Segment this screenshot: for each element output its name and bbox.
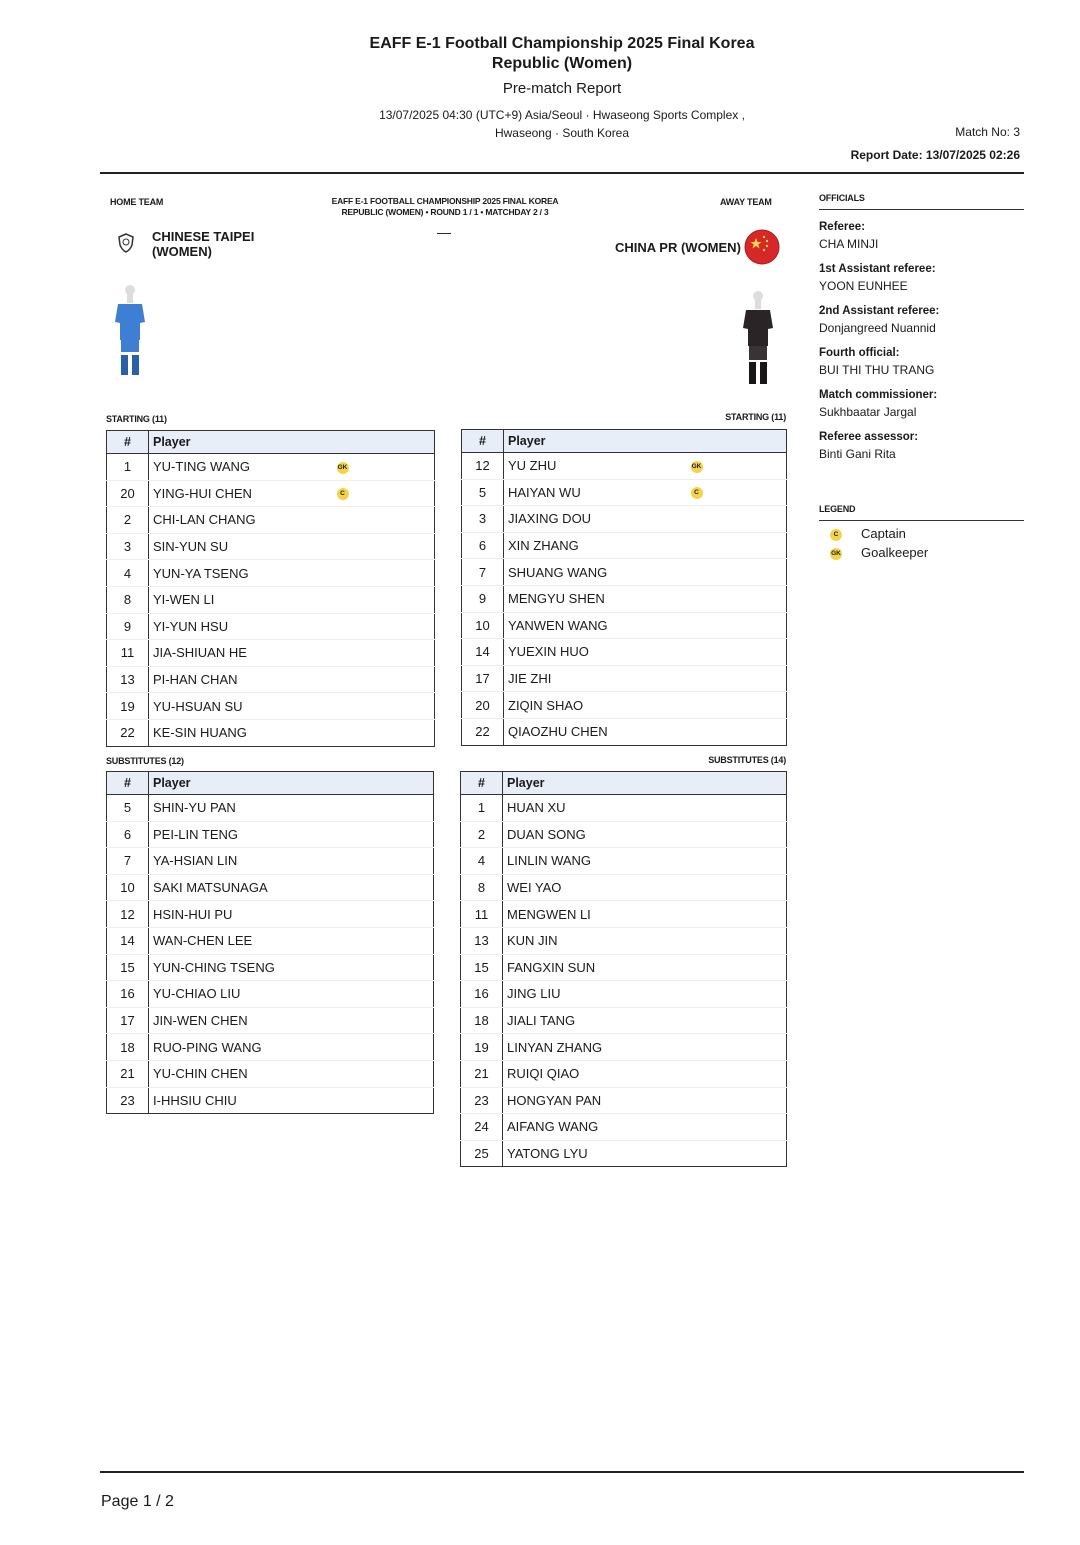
player-number: 14 <box>462 639 504 666</box>
table-header-row <box>107 431 435 454</box>
player-name: XIN ZHANG <box>504 532 687 559</box>
column-header-number: # <box>461 772 503 795</box>
legend-item <box>830 543 928 562</box>
player-name: JIALI TANG <box>503 1007 787 1034</box>
official-name: Donjangreed Nuannid <box>819 321 936 335</box>
player-role-cell <box>687 612 787 639</box>
captain-badge-icon: C <box>337 488 349 500</box>
table-row <box>107 795 434 822</box>
player-number: 16 <box>461 981 503 1008</box>
player-number: 3 <box>107 533 149 560</box>
player-number: 5 <box>107 795 149 822</box>
player-name: YANWEN WANG <box>504 612 687 639</box>
player-number: 15 <box>107 954 149 981</box>
official-entry <box>819 303 1024 345</box>
official-role: Referee: <box>819 221 866 233</box>
table-row <box>462 479 787 506</box>
goalkeeper-badge-icon: GK <box>691 461 703 473</box>
home-starting-label: STARTING (11) <box>106 414 167 424</box>
player-name: SHIN-YU PAN <box>149 795 434 822</box>
header-divider <box>100 172 1024 174</box>
player-name: MENGYU SHEN <box>504 585 687 612</box>
player-number: 8 <box>461 874 503 901</box>
player-name: JING LIU <box>503 981 787 1008</box>
table-row <box>107 533 435 560</box>
official-entry <box>819 345 1024 387</box>
table-row <box>462 665 787 692</box>
away-starting-table <box>461 429 787 746</box>
player-role-cell <box>333 613 435 640</box>
player-name: ZIQIN SHAO <box>504 692 687 719</box>
player-name: YING-HUI CHEN <box>149 480 333 507</box>
player-role-cell <box>687 532 787 559</box>
player-name: YU-CHIN CHEN <box>149 1060 434 1087</box>
away-starting-label: STARTING (11) <box>725 412 786 422</box>
table-row <box>107 693 435 720</box>
footer-divider <box>100 1471 1024 1473</box>
player-number: 7 <box>462 559 504 586</box>
player-name: PI-HAN CHAN <box>149 666 333 693</box>
player-number: 10 <box>107 874 149 901</box>
goalkeeper-badge-icon: GK <box>830 548 842 560</box>
match-datetime-venue: 13/07/2025 04:30 (UTC+9) Asia/Seoul · Hwaseong Sports Complex , <box>379 108 745 122</box>
player-number: 22 <box>107 719 149 746</box>
officials-list <box>819 219 1024 471</box>
player-number: 17 <box>462 665 504 692</box>
official-entry <box>819 261 1024 303</box>
home-starting-table <box>106 430 435 747</box>
official-entry <box>819 219 1024 261</box>
report-type: Pre-match Report <box>502 80 622 97</box>
table-row <box>107 454 435 481</box>
player-role-cell <box>333 719 435 746</box>
player-number: 3 <box>462 506 504 533</box>
player-role-cell <box>687 585 787 612</box>
player-name: YU-CHIAO LIU <box>149 981 434 1008</box>
table-row <box>107 640 435 667</box>
player-number: 2 <box>461 821 503 848</box>
table-row <box>461 1007 787 1034</box>
player-name: YATONG LYU <box>507 1146 588 1162</box>
officials-divider <box>819 209 1024 210</box>
player-number: 21 <box>107 1060 149 1087</box>
player-name: YA-HSIAN LIN <box>149 848 434 875</box>
player-role-cell <box>333 480 435 507</box>
away-kit-icon <box>740 288 776 393</box>
player-number: 12 <box>107 901 149 928</box>
legend-heading: LEGEND <box>819 504 856 514</box>
player-number: 4 <box>107 560 149 587</box>
player-number: 12 <box>462 453 504 480</box>
table-row <box>461 848 787 875</box>
table-row <box>462 718 787 745</box>
player-number: 11 <box>461 901 503 928</box>
player-number: 14 <box>107 927 149 954</box>
player-number: 25 <box>461 1140 503 1167</box>
home-subs-table <box>106 771 434 1114</box>
column-header-number: # <box>462 430 504 453</box>
player-number: 18 <box>461 1007 503 1034</box>
player-role-cell <box>333 693 435 720</box>
player-number: 9 <box>462 585 504 612</box>
player-number: 7 <box>107 848 149 875</box>
player-name: SAKI MATSUNAGA <box>149 874 434 901</box>
player-number: 20 <box>107 480 149 507</box>
player-role-cell <box>333 560 435 587</box>
legend-divider <box>819 520 1024 521</box>
player-role-cell <box>687 718 787 745</box>
player-number: 23 <box>107 1087 149 1114</box>
player-role-cell <box>333 507 435 534</box>
table-row <box>107 848 434 875</box>
player-name: JIN-WEN CHEN <box>149 1007 434 1034</box>
legend-label: Goalkeeper <box>861 545 929 560</box>
table-header-row <box>462 430 787 453</box>
official-role: Match commissioner: <box>819 389 938 401</box>
table-row <box>107 1087 434 1114</box>
goalkeeper-badge-icon: GK <box>337 462 349 474</box>
player-name: JIA-SHIUAN HE <box>149 640 333 667</box>
captain-badge-icon: C <box>691 487 703 499</box>
player-number: 13 <box>461 927 503 954</box>
china-flag-icon <box>744 229 780 270</box>
report-date: Report Date: 13/07/2025 02:26 <box>850 148 1020 162</box>
player-name: WEI YAO <box>503 874 787 901</box>
player-name: SIN-YUN SU <box>149 533 333 560</box>
column-header-number: # <box>107 772 149 795</box>
match-number: Match No: 3 <box>955 125 1020 139</box>
player-name: FANGXIN SUN <box>503 954 787 981</box>
player-name: SHUANG WANG <box>504 559 687 586</box>
player-name: CHI-LAN CHANG <box>149 507 333 534</box>
player-name: HUAN XU <box>503 795 787 822</box>
player-name: QIAOZHU CHEN <box>508 724 608 740</box>
table-row <box>461 1034 787 1061</box>
legend-item <box>830 524 928 543</box>
legend-list <box>830 524 928 562</box>
player-role-cell <box>333 454 435 481</box>
player-name: WAN-CHEN LEE <box>149 927 434 954</box>
player-number: 18 <box>107 1034 149 1061</box>
table-row <box>107 1060 434 1087</box>
player-name: YUEXIN HUO <box>504 639 687 666</box>
table-row <box>107 821 434 848</box>
competition-line2: REPUBLIC (WOMEN) • ROUND 1 / 1 • MATCHDAY 2 / 3 <box>341 207 549 217</box>
table-row <box>462 692 787 719</box>
away-team-label: AWAY TEAM <box>720 197 772 207</box>
table-row <box>462 453 787 480</box>
table-row <box>462 532 787 559</box>
chinese-taipei-crest-icon <box>117 233 135 258</box>
page-number: Page 1 / 2 <box>101 1493 174 1510</box>
player-name: YI-WEN LI <box>149 586 333 613</box>
player-name: I-HHSIU CHIU <box>153 1092 237 1108</box>
table-row <box>107 719 435 746</box>
player-name: YUN-CHING TSENG <box>149 954 434 981</box>
away-subs-table <box>460 771 787 1167</box>
table-row <box>107 507 435 534</box>
home-kit-icon <box>112 282 148 383</box>
match-city-country: Hwaseong · South Korea <box>494 126 630 140</box>
table-row <box>461 981 787 1008</box>
player-number: 17 <box>107 1007 149 1034</box>
player-number: 11 <box>107 640 149 667</box>
table-row <box>107 954 434 981</box>
table-row <box>107 981 434 1008</box>
official-role: Referee assessor: <box>819 431 919 443</box>
column-header-player: Player <box>149 772 434 795</box>
player-role-cell <box>687 559 787 586</box>
player-number: 15 <box>461 954 503 981</box>
table-row <box>462 506 787 533</box>
table-row <box>462 639 787 666</box>
official-role: 2nd Assistant referee: <box>819 305 940 317</box>
table-row <box>461 901 787 928</box>
table-row <box>107 1034 434 1061</box>
player-role-cell <box>687 453 787 480</box>
table-row <box>107 874 434 901</box>
report-title-line1: EAFF E-1 Football Championship 2025 Final Korea <box>369 35 755 52</box>
table-row <box>462 559 787 586</box>
player-number: 24 <box>461 1114 503 1141</box>
column-header-player: Player <box>503 772 787 795</box>
official-name: Binti Gani Rita <box>819 447 896 461</box>
player-role-cell <box>687 692 787 719</box>
official-entry <box>819 387 1024 429</box>
home-team-name-line2: (WOMEN) <box>152 244 212 259</box>
competition-line1: EAFF E-1 FOOTBALL CHAMPIONSHIP 2025 FINAL KOREA <box>331 196 559 206</box>
player-name: JIE ZHI <box>504 665 687 692</box>
player-name: KE-SIN HUANG <box>153 725 247 741</box>
home-team-name-line1: CHINESE TAIPEI <box>152 229 255 244</box>
player-name: RUO-PING WANG <box>149 1034 434 1061</box>
player-name: YUN-YA TSENG <box>149 560 333 587</box>
player-number: 4 <box>461 848 503 875</box>
player-name: DUAN SONG <box>503 821 787 848</box>
player-number: 16 <box>107 981 149 1008</box>
player-name: PEI-LIN TENG <box>149 821 434 848</box>
official-name: Sukhbaatar Jargal <box>819 405 917 419</box>
official-entry <box>819 429 1024 471</box>
legend-label: Captain <box>861 526 906 541</box>
officials-heading: OFFICIALS <box>819 193 865 203</box>
player-number: 19 <box>461 1034 503 1061</box>
table-header-row <box>461 772 787 795</box>
table-header-row <box>107 772 434 795</box>
player-number: 20 <box>462 692 504 719</box>
player-name: KUN JIN <box>503 927 787 954</box>
report-title-line2: Republic (Women) <box>491 55 633 72</box>
table-row <box>107 1007 434 1034</box>
player-number: 22 <box>462 718 504 745</box>
official-name: YOON EUNHEE <box>819 279 908 293</box>
player-name: YU-HSUAN SU <box>149 693 333 720</box>
table-row <box>107 901 434 928</box>
player-number: 5 <box>462 479 504 506</box>
official-name: CHA MINJI <box>819 237 879 251</box>
table-row <box>461 821 787 848</box>
captain-badge-icon: C <box>830 529 842 541</box>
player-role-cell <box>687 506 787 533</box>
table-row <box>461 1114 787 1141</box>
player-number: 23 <box>461 1087 503 1114</box>
home-subs-label: SUBSTITUTES (12) <box>106 756 184 766</box>
player-number: 13 <box>107 666 149 693</box>
player-role-cell <box>333 640 435 667</box>
player-name: YU-TING WANG <box>149 454 333 481</box>
table-row <box>461 1140 787 1167</box>
table-row <box>461 1087 787 1114</box>
player-number: 8 <box>107 586 149 613</box>
official-name: BUI THI THU TRANG <box>819 363 935 377</box>
table-row <box>461 1060 787 1087</box>
player-role-cell <box>687 479 787 506</box>
player-number: 2 <box>107 507 149 534</box>
player-name: HAIYAN WU <box>504 479 687 506</box>
player-name: HSIN-HUI PU <box>149 901 434 928</box>
player-name: JIAXING DOU <box>504 506 687 533</box>
table-row <box>107 560 435 587</box>
table-row <box>107 586 435 613</box>
player-role-cell <box>687 665 787 692</box>
player-number: 21 <box>461 1060 503 1087</box>
player-name: AIFANG WANG <box>503 1114 787 1141</box>
table-row <box>461 954 787 981</box>
player-role-cell <box>333 586 435 613</box>
table-row <box>461 795 787 822</box>
player-name: MENGWEN LI <box>503 901 787 928</box>
table-row <box>107 666 435 693</box>
official-role: Fourth official: <box>819 347 900 359</box>
player-name: LINLIN WANG <box>503 848 787 875</box>
away-subs-label: SUBSTITUTES (14) <box>708 755 786 765</box>
player-name: LINYAN ZHANG <box>503 1034 787 1061</box>
column-header-number: # <box>107 431 149 454</box>
column-header-player: Player <box>149 431 435 454</box>
column-header-player: Player <box>504 430 787 453</box>
table-row <box>107 927 434 954</box>
player-number: 6 <box>462 532 504 559</box>
score-separator: — <box>437 224 451 240</box>
table-row <box>107 480 435 507</box>
away-team-name: CHINA PR (WOMEN) <box>615 240 741 255</box>
player-number: 10 <box>462 612 504 639</box>
player-name: YI-YUN HSU <box>149 613 333 640</box>
home-team-label: HOME TEAM <box>110 197 164 207</box>
player-name: HONGYAN PAN <box>503 1087 787 1114</box>
player-number: 9 <box>107 613 149 640</box>
player-number: 19 <box>107 693 149 720</box>
player-number: 1 <box>461 795 503 822</box>
player-role-cell <box>687 639 787 666</box>
player-role-cell <box>333 533 435 560</box>
player-name: YU ZHU <box>504 453 687 480</box>
player-name: RUIQI QIAO <box>503 1060 787 1087</box>
player-number: 6 <box>107 821 149 848</box>
table-row <box>461 874 787 901</box>
player-role-cell <box>333 666 435 693</box>
table-row <box>462 585 787 612</box>
table-row <box>461 927 787 954</box>
player-number: 1 <box>107 454 149 481</box>
table-row <box>462 612 787 639</box>
table-row <box>107 613 435 640</box>
official-role: 1st Assistant referee: <box>819 263 936 275</box>
